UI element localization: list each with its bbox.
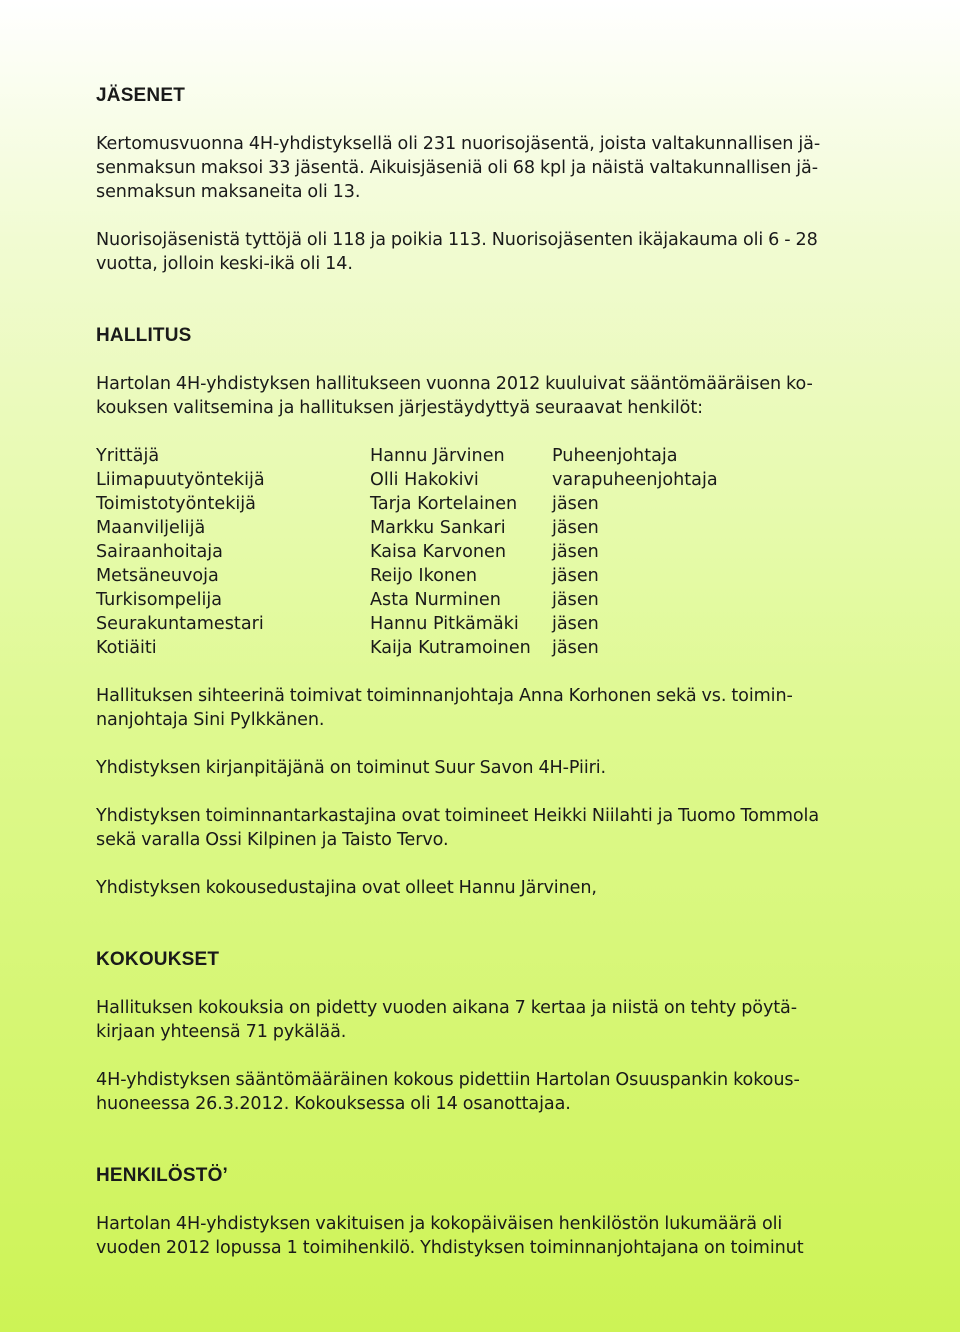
member-occupation: Metsäneuvoja: [96, 566, 219, 586]
paragraph-board-intro: Hartolan 4H-yhdistyksen hallitukseen vuonna 2012 kuuluivat sääntömääräisen ko- kouksen valitsemina ja hallituksen järjestäydyttyä seuraavat henkilöt:: [96, 374, 813, 418]
member-name: Hannu Järvinen: [370, 446, 505, 466]
member-role: jäsen: [552, 614, 599, 634]
table-row: [96, 516, 876, 540]
paragraph-board-secretary: Hallituksen sihteerinä toimivat toiminnanjohtaja Anna Korhonen sekä vs. toimin- nanjohtaja Sini Pylkkänen.: [96, 686, 793, 730]
table-row: [96, 444, 876, 468]
member-role: jäsen: [552, 590, 599, 610]
member-occupation: Seurakuntamestari: [96, 614, 264, 634]
member-occupation: Maanviljelijä: [96, 518, 206, 538]
table-row: [96, 588, 876, 612]
heading-henkilosto: HENKILÖSTÖ’: [96, 1165, 229, 1186]
paragraph-membership-counts: Kertomusvuonna 4H-yhdistyksellä oli 231 nuorisojäsentä, joista valtakunnallisen jä- senmaksun maksoi 33 jäsentä. Aikuisjäseniä oli 68 kpl ja näistä valtakunnallisen jä- senmaksun maksaneita oli 13.: [96, 134, 821, 202]
paragraph-annual-meeting: 4H-yhdistyksen sääntömääräinen kokous pidettiin Hartolan Osuuspankin kokous- huoneessa 26.3.2012. Kokouksessa oli 14 osanottajaa.: [96, 1070, 800, 1114]
member-name: Hannu Pitkämäki: [370, 614, 519, 634]
paragraph-board-meetings: Hallituksen kokouksia on pidetty vuoden aikana 7 kertaa ja niistä on tehty pöytä- kirjaan yhteensä 71 pykälää.: [96, 998, 797, 1042]
board-members-table: [96, 444, 876, 660]
member-name: Olli Hakokivi: [370, 470, 479, 490]
document-page: [96, 84, 876, 1260]
paragraph-staff: Hartolan 4H-yhdistyksen vakituisen ja kokopäiväisen henkilöstön lukumäärä oli vuoden 2012 lopussa 1 toimihenkilö. Yhdistyksen toiminnanjohtajana on toiminut: [96, 1214, 804, 1258]
table-row: [96, 540, 876, 564]
member-role: jäsen: [552, 494, 599, 514]
member-name: Kaisa Karvonen: [370, 542, 506, 562]
member-occupation: Sairaanhoitaja: [96, 542, 223, 562]
member-occupation: Yrittäjä: [96, 446, 160, 466]
member-role: jäsen: [552, 566, 599, 586]
table-row: [96, 564, 876, 588]
paragraph-bookkeeper: Yhdistyksen kirjanpitäjänä on toiminut Suur Savon 4H-Piiri.: [96, 758, 607, 778]
heading-kokoukset: KOKOUKSET: [96, 949, 220, 970]
heading-hallitus: HALLITUS: [96, 325, 192, 346]
paragraph-membership-demographics: Nuorisojäsenistä tyttöjä oli 118 ja poikia 113. Nuorisojäsenten ikäjakauma oli 6 - 28 vuotta, jolloin keski-ikä oli 14.: [96, 230, 818, 274]
member-role: jäsen: [552, 542, 599, 562]
table-row: [96, 468, 876, 492]
member-role: jäsen: [552, 638, 599, 658]
member-name: Kaija Kutramoinen: [370, 638, 531, 658]
table-row: [96, 636, 876, 660]
member-name: Reijo Ikonen: [370, 566, 478, 586]
member-name: Asta Nurminen: [370, 590, 501, 610]
paragraph-delegates: Yhdistyksen kokousedustajina ovat olleet Hannu Järvinen,: [96, 878, 597, 898]
member-occupation: Liimapuutyöntekijä: [96, 470, 265, 490]
heading-jasenet: JÄSENET: [96, 85, 186, 106]
paragraph-auditors: Yhdistyksen toiminnantarkastajina ovat toimineet Heikki Niilahti ja Tuomo Tommola sekä varalla Ossi Kilpinen ja Taisto Tervo.: [96, 806, 820, 850]
member-role: varapuheenjohtaja: [552, 470, 718, 490]
member-name: Markku Sankari: [370, 518, 506, 538]
member-occupation: Turkisompelija: [96, 590, 223, 610]
member-occupation: Toimistotyöntekijä: [96, 494, 256, 514]
member-name: Tarja Kortelainen: [370, 494, 518, 514]
table-row: [96, 492, 876, 516]
table-row: [96, 612, 876, 636]
member-occupation: Kotiäiti: [96, 638, 157, 658]
member-role: Puheenjohtaja: [552, 446, 678, 466]
member-role: jäsen: [552, 518, 599, 538]
